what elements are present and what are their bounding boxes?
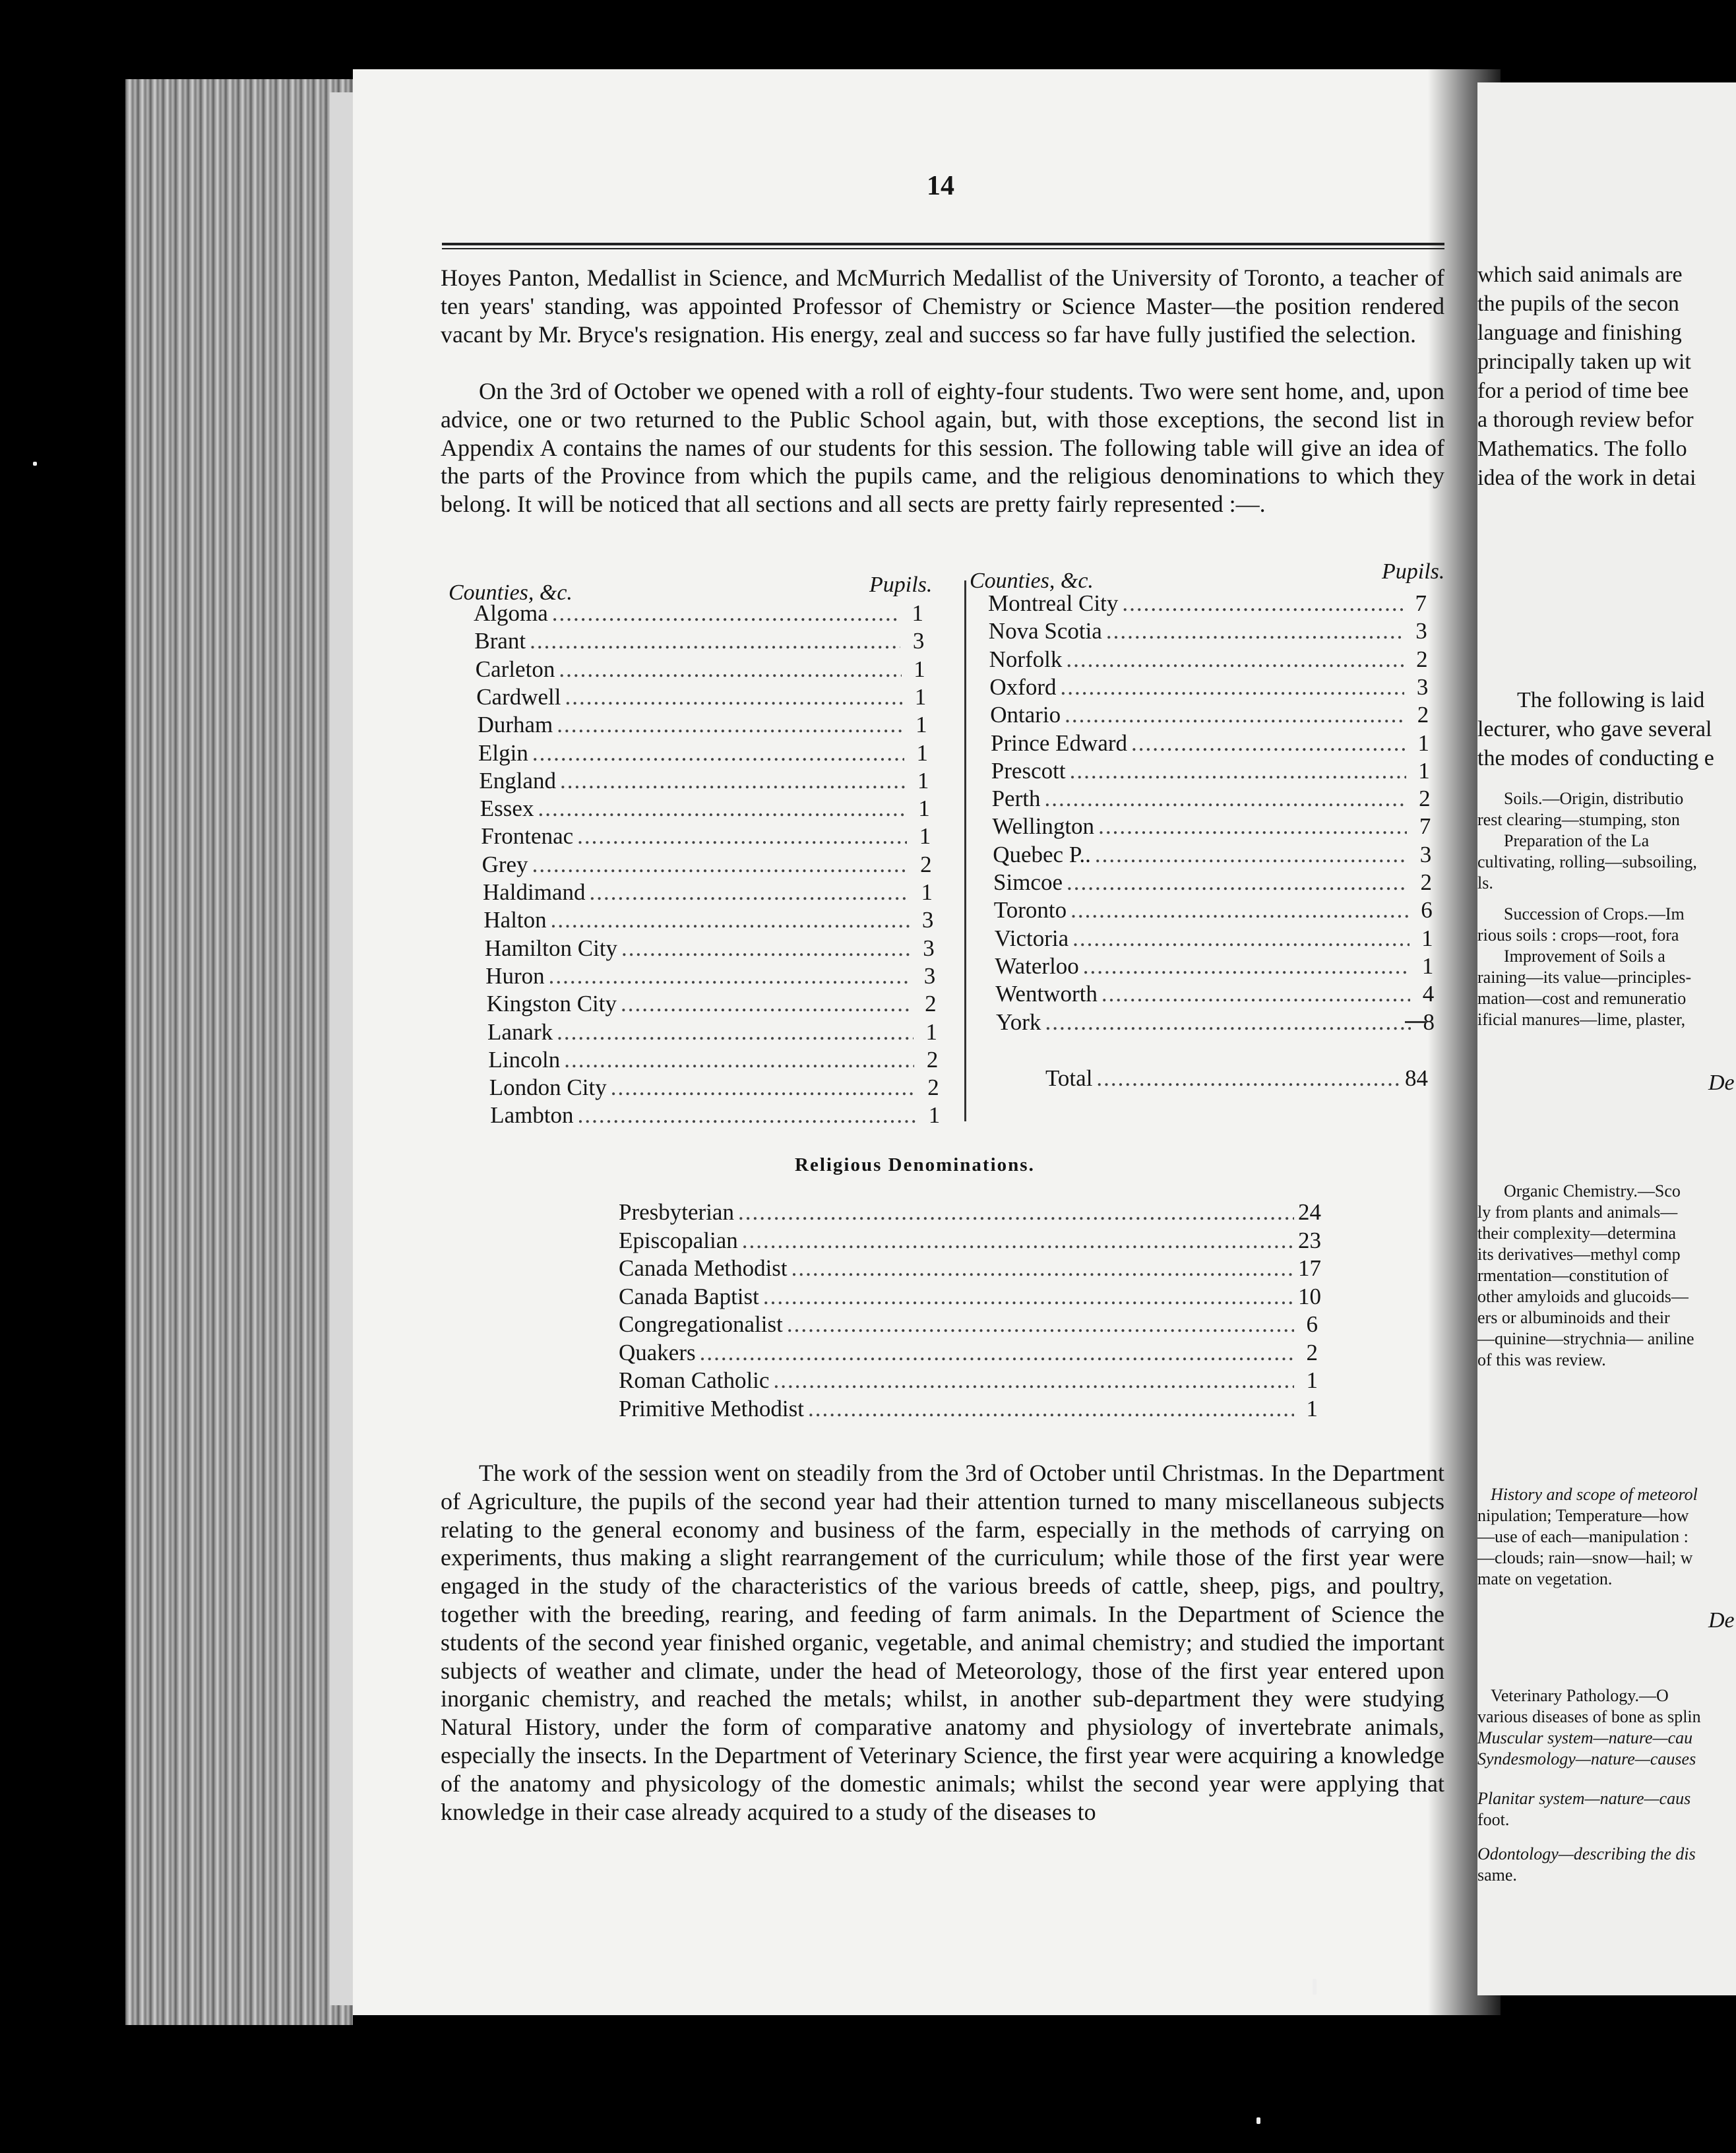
leader-dots xyxy=(557,712,903,738)
row-name: Haldimand xyxy=(483,879,586,905)
film-speck xyxy=(1256,2117,1260,2124)
table-row xyxy=(480,796,930,823)
table-row xyxy=(474,628,924,656)
facing-small-line: foot. xyxy=(1477,1810,1510,1829)
table-row xyxy=(993,842,1431,869)
table-row xyxy=(476,656,925,684)
facing-small-line: raining—its value—principles- xyxy=(1477,968,1692,987)
row-value: 3 xyxy=(1419,841,1432,867)
row-name: Presbyterian xyxy=(619,1199,734,1225)
row-value: 1 xyxy=(912,600,923,626)
row-value: 1 xyxy=(915,712,927,738)
leader-dots xyxy=(557,1019,914,1045)
leader-dots xyxy=(560,768,905,794)
facing-small-line: rmentation—constitution of xyxy=(1477,1266,1669,1285)
row-name: Canada Baptist xyxy=(619,1283,759,1309)
facing-small-line: ly from plants and animals— xyxy=(1477,1202,1678,1222)
row-value: 1 xyxy=(919,823,931,850)
row-name: Montreal City xyxy=(988,590,1119,616)
facing-line: Mathematics. The follo xyxy=(1477,437,1687,461)
leader-dots xyxy=(611,1075,915,1101)
facing-small-line: Syndesmology—nature—causes xyxy=(1477,1749,1696,1768)
leader-dots xyxy=(1095,842,1408,868)
facing-small-line: Improvement of Soils a xyxy=(1504,947,1665,966)
facing-line: the pupils of the secon xyxy=(1477,292,1679,316)
facing-line: principally taken up wit xyxy=(1477,350,1691,374)
facing-small-line: various diseases of bone as splin xyxy=(1477,1707,1701,1726)
row-value: 3 xyxy=(912,628,925,654)
leader-dots xyxy=(552,600,900,627)
row-name: Norfolk xyxy=(989,646,1063,672)
leader-dots xyxy=(1083,953,1410,980)
facing-small-line: Muscular system—nature—cau xyxy=(1477,1728,1693,1747)
row-name: Elgin xyxy=(478,739,528,766)
row-name: London City xyxy=(489,1075,607,1101)
row-name: Canada Methodist xyxy=(619,1255,788,1281)
row-name: Algoma xyxy=(474,600,548,626)
table-row xyxy=(487,1019,937,1047)
table-row xyxy=(995,925,1433,953)
facing-small-line: —clouds; rain—snow—hail; w xyxy=(1477,1548,1693,1567)
row-name: Roman Catholic xyxy=(619,1367,770,1393)
leader-dots xyxy=(1131,730,1406,757)
facing-line: a thorough review befor xyxy=(1477,408,1694,432)
leader-dots xyxy=(565,684,902,710)
row-value: 1 xyxy=(917,767,929,794)
facing-small-line: rest clearing—stumping, ston xyxy=(1477,810,1680,829)
row-value: 24 xyxy=(1298,1199,1321,1225)
row-name: Quebec P.. xyxy=(993,841,1091,867)
table-row xyxy=(989,646,1428,674)
row-value: 3 xyxy=(923,962,936,989)
facing-small-line: their complexity—determina xyxy=(1477,1224,1677,1243)
row-value: 1 xyxy=(914,683,927,710)
table-row xyxy=(992,786,1431,813)
film-speck xyxy=(1313,1979,1317,1995)
table-row xyxy=(619,1367,1318,1395)
leader-dots xyxy=(549,963,912,989)
table-row xyxy=(483,907,933,935)
row-value: 2 xyxy=(1417,702,1429,728)
row-name: Lanark xyxy=(487,1018,553,1045)
row-name: Waterloo xyxy=(995,952,1079,979)
leader-dots xyxy=(590,879,909,906)
table-row xyxy=(619,1227,1321,1255)
table-row xyxy=(483,879,933,907)
leader-dots xyxy=(1066,646,1404,673)
facing-page xyxy=(1477,82,1736,1995)
leader-dots xyxy=(1098,813,1407,840)
table-row xyxy=(988,590,1427,618)
leader-dots xyxy=(1101,981,1410,1007)
facing-small-line: its derivatives—methyl comp xyxy=(1477,1245,1681,1264)
leader-dots xyxy=(808,1396,1294,1422)
row-value: 7 xyxy=(1415,590,1427,616)
row-name: England xyxy=(479,767,557,794)
facing-small-line: History and scope of meteorol xyxy=(1491,1485,1698,1504)
facing-small-line: mation—cost and remuneratio xyxy=(1477,989,1687,1008)
row-value: 3 xyxy=(923,935,935,961)
row-name: Simcoe xyxy=(993,869,1063,895)
page-number: 14 xyxy=(927,171,954,201)
row-value: 8 xyxy=(1423,1009,1435,1035)
row-value: 2 xyxy=(925,991,937,1017)
row-name: Essex xyxy=(480,796,534,822)
column-divider xyxy=(964,580,966,1121)
leader-dots xyxy=(1070,897,1409,923)
leader-dots xyxy=(1044,786,1406,812)
total-row xyxy=(1045,1065,1428,1093)
table-row xyxy=(478,740,928,768)
row-value: 2 xyxy=(927,1075,939,1101)
row-name: Congregationalist xyxy=(619,1311,783,1337)
facing-small-line: Succession of Crops.—Im xyxy=(1504,904,1685,923)
row-value: 3 xyxy=(1416,673,1429,700)
row-name: Halton xyxy=(483,907,547,933)
row-value: 1 xyxy=(916,739,928,766)
facing-line: which said animals are xyxy=(1477,263,1683,287)
table-row xyxy=(490,1102,940,1130)
row-name: Durham xyxy=(477,712,553,738)
table-row xyxy=(478,712,927,739)
row-value: 1 xyxy=(1421,925,1433,951)
row-value: 7 xyxy=(1419,813,1431,840)
table-row xyxy=(994,897,1433,925)
leader-dots xyxy=(791,1255,1294,1282)
leader-dots xyxy=(578,1102,917,1129)
row-value: 1 xyxy=(1418,757,1430,784)
header-rule xyxy=(442,243,1444,245)
facing-small-line: ers or albuminoids and their xyxy=(1477,1308,1670,1327)
leader-dots xyxy=(551,907,910,933)
facing-dept-heading: De xyxy=(1708,1608,1735,1633)
row-value: 10 xyxy=(1298,1283,1321,1309)
facing-small-line: mate on vegetation. xyxy=(1477,1569,1613,1588)
table-row xyxy=(995,953,1433,981)
facing-small-line: Soils.—Origin, distributio xyxy=(1504,789,1684,808)
facing-line: language and finishing xyxy=(1477,321,1682,345)
row-name: Wentworth xyxy=(995,981,1098,1007)
row-name: Huron xyxy=(485,962,545,989)
book-page-edges xyxy=(125,79,353,2025)
row-name: Perth xyxy=(991,786,1041,812)
table-row xyxy=(989,674,1428,702)
facing-small-line: Organic Chemistry.—Sco xyxy=(1504,1181,1681,1201)
leader-dots xyxy=(763,1284,1294,1310)
facing-dept-heading: De xyxy=(1708,1071,1735,1095)
row-value: 17 xyxy=(1298,1255,1321,1281)
counties-header: Counties, &c. xyxy=(449,580,573,605)
row-value: 2 xyxy=(1420,869,1432,895)
table-row xyxy=(488,1047,938,1075)
leader-dots xyxy=(1122,590,1403,617)
leader-dots xyxy=(700,1340,1294,1366)
row-name: Carleton xyxy=(475,656,555,682)
facing-small-line: —quinine—strychnia— aniline xyxy=(1477,1329,1694,1348)
row-name: Wellington xyxy=(992,813,1095,840)
row-name: Brant xyxy=(474,628,526,654)
leader-dots xyxy=(621,935,911,962)
row-value: 2 xyxy=(1306,1339,1318,1365)
facing-line: for a period of time bee xyxy=(1477,379,1689,403)
table-row xyxy=(487,991,937,1018)
table-row xyxy=(992,813,1431,841)
leader-dots xyxy=(1045,1009,1411,1036)
facing-small-line: ificial manures—lime, plaster, xyxy=(1477,1010,1686,1029)
facing-small-line: Veterinary Pathology.—O xyxy=(1491,1686,1669,1705)
table-row xyxy=(476,684,926,712)
row-value: 4 xyxy=(1422,981,1435,1007)
leader-dots xyxy=(1106,618,1404,644)
leader-dots xyxy=(1072,925,1409,952)
row-value: 2 xyxy=(920,851,932,877)
leader-dots xyxy=(1060,674,1404,701)
table-row xyxy=(991,758,1430,786)
row-value: 3 xyxy=(921,907,934,933)
row-value: 1 xyxy=(925,1018,937,1045)
leader-dots xyxy=(742,1228,1294,1254)
row-name: Toronto xyxy=(993,897,1067,923)
table-row xyxy=(619,1283,1321,1311)
row-value: 2 xyxy=(1419,786,1431,812)
row-value: 6 xyxy=(1306,1311,1318,1337)
leader-dots xyxy=(1067,869,1408,896)
counties-header: Counties, &c. xyxy=(970,569,1094,593)
facing-small-line: same. xyxy=(1477,1865,1517,1885)
table-row xyxy=(995,981,1434,1009)
facing-line: idea of the work in detai xyxy=(1477,466,1696,490)
leader-dots xyxy=(1096,1065,1401,1092)
facing-line: The following is laid xyxy=(1517,688,1705,712)
facing-small-line: —use of each—manipulation : xyxy=(1477,1527,1689,1546)
row-value: 1 xyxy=(1306,1395,1318,1421)
row-value: 6 xyxy=(1421,897,1433,923)
table-row xyxy=(993,869,1432,897)
leader-dots xyxy=(621,991,913,1017)
row-name: Prince Edward xyxy=(991,730,1128,756)
pupils-header: Pupils. xyxy=(1382,559,1445,584)
table-row xyxy=(479,768,929,796)
table-row xyxy=(619,1255,1321,1283)
table-row xyxy=(990,702,1429,730)
facing-small-line: ls. xyxy=(1477,873,1493,892)
closing-paragraph: The work of the session went on steadily from the 3rd of October until Christmas. In the Department of Agriculture, the pupils of the second year had their attention turned to many miscellaneous subjects relating to the general economy and business of the farm, especially in the methods of carrying on experiments, thus making a slight rearrangement of the curriculum; while those of the first year were engaged in the study of the characteristics of the various breeds of cattle, sheep, pigs, and poultry, together with the breeding, rearing, and feeding of farm animals. In the Department of Science the students of the second year finished organic, vegetable, and animal chemistry; and studied the important subjects of weather and climate, under the head of Meteorology, those of the first year entered upon inorganic chemistry, and reached the metals; whilst, in another sub-department they were studying Natural History, under the form of comparative anatomy and physiology of invertebrate animals, especially the insects. In the Department of Veterinary Science, the first year were acquiring a knowledge of the anatomy and physicology of the domestic animals; whilst the second year were applying that knowledge in their case already acquired to a study of the diseases to xyxy=(441,1460,1444,1825)
row-value: 1 xyxy=(1306,1367,1318,1393)
total-label: Total xyxy=(1045,1065,1093,1091)
row-name: Ontario xyxy=(990,702,1061,728)
table-row xyxy=(489,1075,939,1102)
second-paragraph: On the 3rd of October we opened with a roll of eighty-four students. Two were sent home, and, upon advice, one or two returned to the Public School again, but, with those exceptions, the second list in Appendix A contains the names of our students for this session. The following table will give an idea of the parts of the Province from which the pupils came, and the religious denominations to which they belong. It will be noticed that all sections and all sects are pretty fairly represented :—. xyxy=(441,378,1444,518)
row-value: 1 xyxy=(918,796,930,822)
row-name: Victoria xyxy=(994,925,1069,951)
leader-dots xyxy=(538,796,906,822)
row-value: 2 xyxy=(1416,646,1428,672)
facing-line: lecturer, who gave several xyxy=(1477,717,1712,741)
film-speck xyxy=(33,462,37,466)
table-row xyxy=(619,1396,1318,1423)
table-row xyxy=(989,618,1427,646)
row-name: Lincoln xyxy=(488,1046,561,1073)
table-row xyxy=(474,600,923,628)
facing-small-line: Planitar system—nature—caus xyxy=(1477,1789,1691,1808)
row-name: Nova Scotia xyxy=(988,618,1102,644)
leader-dots xyxy=(577,823,907,850)
total-value: 84 xyxy=(1405,1065,1428,1091)
total-rule xyxy=(1405,1021,1426,1023)
leader-dots xyxy=(1065,702,1405,728)
table-row xyxy=(619,1311,1318,1339)
row-name: York xyxy=(996,1009,1041,1035)
row-value: 1 xyxy=(1421,952,1434,979)
row-name: Primitive Methodist xyxy=(619,1395,804,1421)
facing-small-line: nipulation; Temperature—how xyxy=(1477,1506,1689,1525)
row-value: 1 xyxy=(921,879,933,905)
table-row xyxy=(991,730,1429,758)
table-row xyxy=(619,1199,1321,1227)
leader-dots xyxy=(532,740,904,766)
opening-paragraph: Hoyes Panton, Medallist in Science, and McMurrich Medallist of the University of Toronto, a teacher of ten years' standing, was appointed Professor of Chemistry or Science Master—the position rendered vacant by Mr. Bryce's resignation. His energy, zeal and success so far have fully justified the selection. xyxy=(441,265,1444,348)
religious-title: Religious Denominations. xyxy=(795,1154,1035,1175)
row-name: Quakers xyxy=(619,1339,696,1365)
facing-line: the modes of conducting e xyxy=(1477,746,1714,770)
row-value: 1 xyxy=(914,656,925,682)
row-name: Kingston City xyxy=(486,991,617,1017)
facing-small-line: other amyloids and glucoids— xyxy=(1477,1287,1689,1306)
leader-dots xyxy=(564,1047,914,1073)
leader-dots xyxy=(530,628,900,654)
table-row xyxy=(482,852,932,879)
table-row xyxy=(485,963,935,991)
leader-dots xyxy=(532,852,908,878)
row-name: Grey xyxy=(481,851,528,877)
facing-small-line: rious soils : crops—root, fora xyxy=(1477,925,1679,945)
leader-dots xyxy=(773,1367,1294,1394)
leader-dots xyxy=(787,1311,1294,1338)
row-name: Cardwell xyxy=(476,683,561,710)
leader-dots xyxy=(559,656,901,683)
pupils-header: Pupils. xyxy=(869,573,933,597)
facing-small-line: of this was review. xyxy=(1477,1350,1606,1369)
row-name: Prescott xyxy=(991,757,1066,784)
row-value: 2 xyxy=(926,1046,939,1073)
facing-small-line: cultivating, rolling—subsoiling, xyxy=(1477,852,1697,871)
row-name: Hamilton City xyxy=(484,935,618,961)
row-value: 23 xyxy=(1298,1227,1321,1253)
leader-dots xyxy=(738,1199,1294,1226)
row-name: Lambton xyxy=(490,1102,574,1129)
facing-small-line: Preparation of the La xyxy=(1504,831,1650,850)
table-row xyxy=(481,823,931,851)
table-row xyxy=(996,1009,1435,1037)
table-row xyxy=(619,1340,1318,1367)
row-name: Episcopalian xyxy=(619,1227,738,1253)
row-value: 3 xyxy=(1415,618,1427,644)
leader-dots xyxy=(1070,758,1406,784)
row-value: 1 xyxy=(928,1102,941,1129)
facing-small-line: Odontology—describing the dis xyxy=(1477,1844,1696,1863)
header-rule xyxy=(442,248,1444,249)
row-name: Frontenac xyxy=(481,823,574,850)
row-name: Oxford xyxy=(989,673,1057,700)
row-value: 1 xyxy=(1417,730,1429,756)
table-row xyxy=(485,935,935,963)
